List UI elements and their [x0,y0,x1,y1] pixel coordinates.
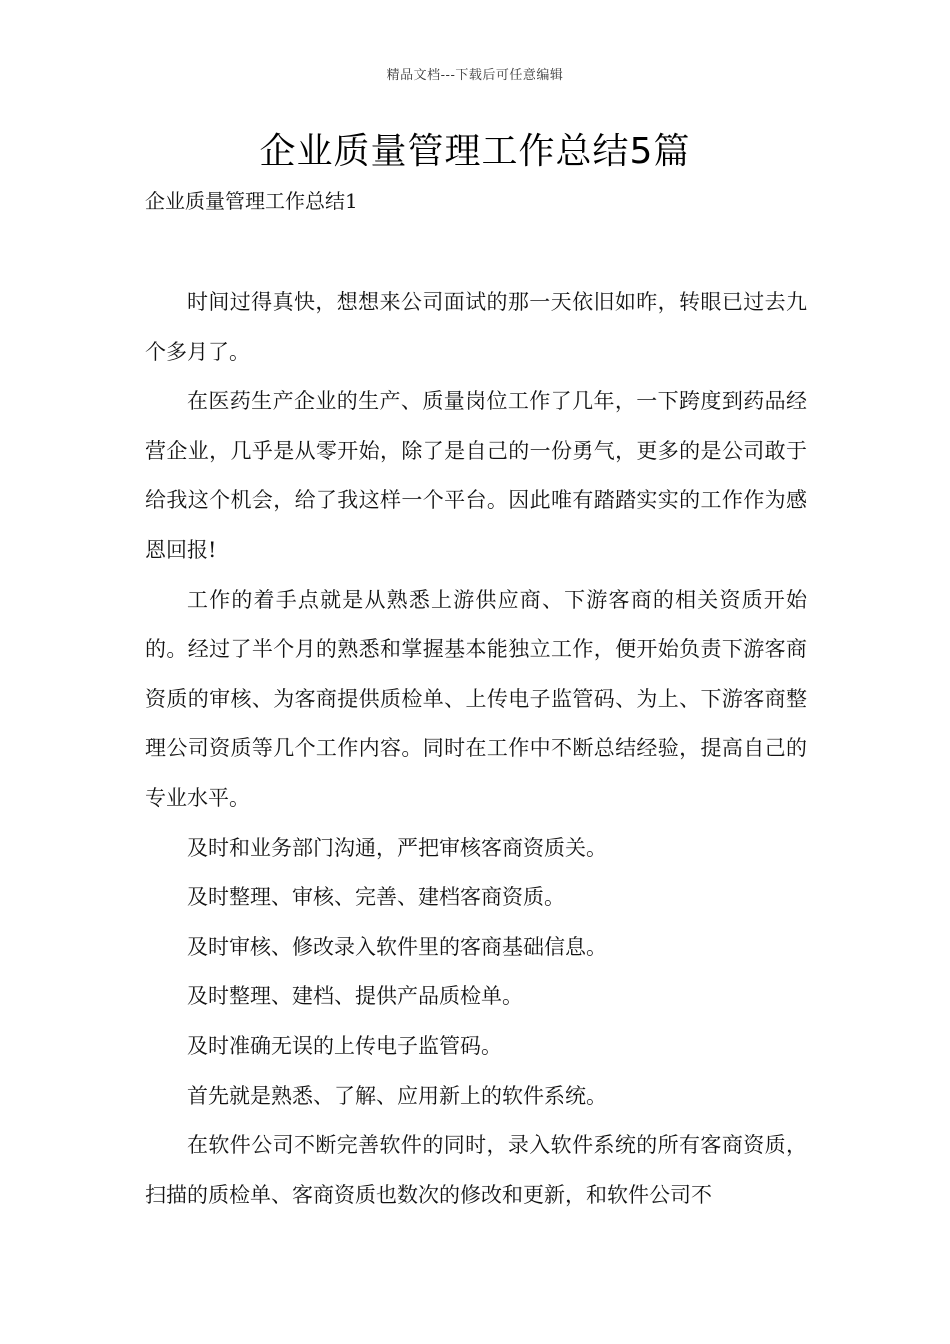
paragraph: 及时准确无误的上传电子监管码。 [187,1033,502,1058]
paragraph: 工作的着手点就是从熟悉上游供应商、下游客商的相关资质开始的。经过了半个月的熟悉和掌握基本能独立工作，便开始负责下游客商资质的审核、为客商提供质检单、上传电子监管码、为上、下游客商整理公司资质等几个工作内容。同时在工作中不断总结经验，提高自己的专业水平。 [145,587,807,810]
document-title: 企业质量管理工作总结5篇 [259,131,691,172]
paragraph: 在软件公司不断完善软件的同时，录入软件系统的所有客商资质，扫描的质检单、客商资质也数次的修改和更新，和软件公司不 [145,1133,807,1207]
document-body [145,278,807,1220]
paragraph: 及时整理、建档、提供产品质检单。 [187,984,523,1009]
paragraph: 及时整理、审核、完善、建档客商资质。 [187,885,565,910]
paragraph: 时间过得真快，想想来公司面试的那一天依旧如昨，转眼已过去九个多月了。 [145,290,807,364]
section-subtitle: 企业质量管理工作总结1 [145,189,358,213]
paragraph: 及时和业务部门沟通，严把审核客商资质关。 [187,835,607,860]
paragraph: 首先就是熟悉、了解、应用新上的软件系统。 [187,1083,607,1108]
paragraph: 及时审核、修改录入软件里的客商基础信息。 [187,934,607,959]
page-header: 精品文档---下载后可任意编辑 [386,68,564,83]
paragraph: 在医药生产企业的生产、质量岗位工作了几年，一下跨度到药品经营企业，几乎是从零开始，除了是自己的一份勇气，更多的是公司敢于给我这个机会，给了我这样一个平台。因此唯有踏踏实实的工作作为感恩回报! [145,389,807,562]
